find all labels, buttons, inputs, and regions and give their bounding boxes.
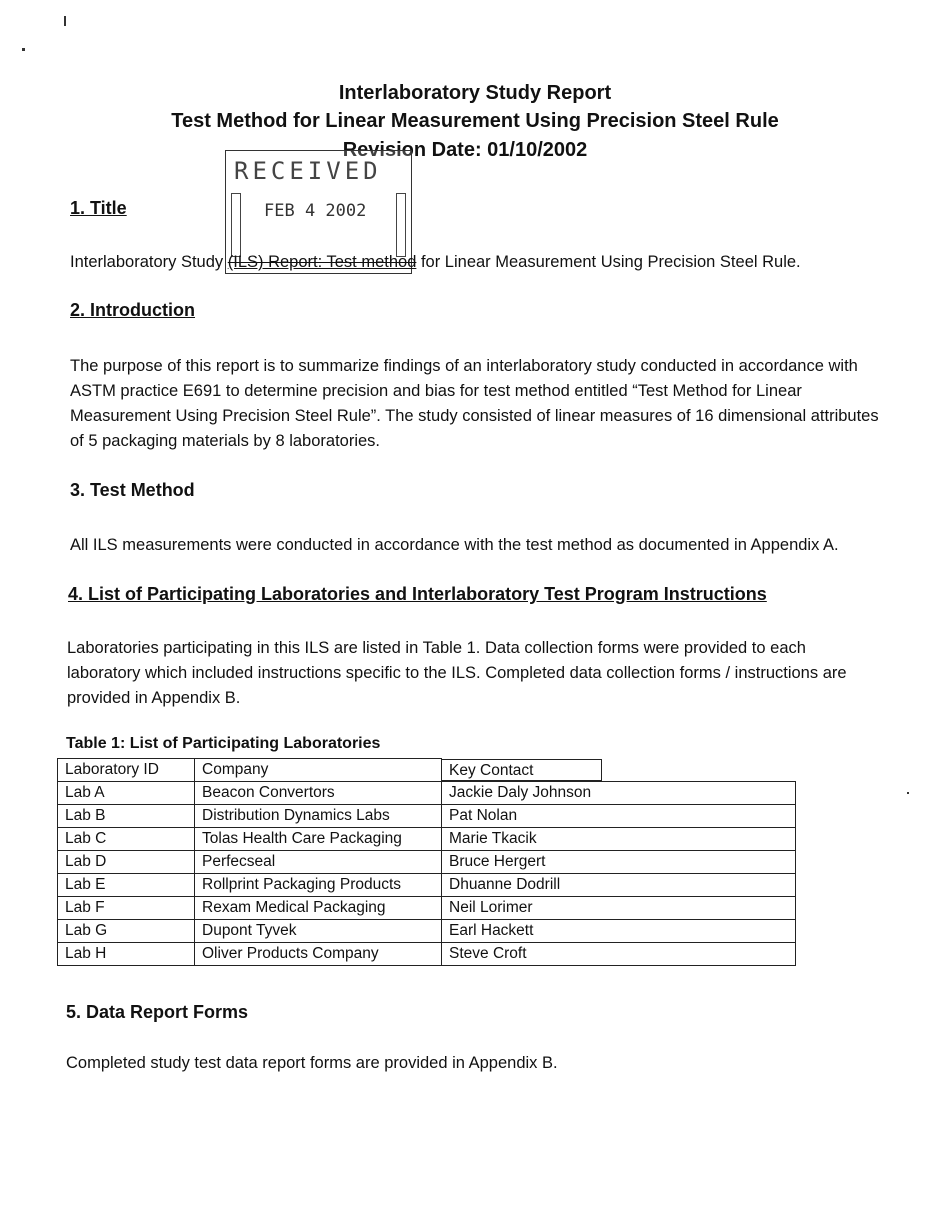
table-row <box>58 782 796 805</box>
lab-id-cell: Lab F <box>58 897 195 920</box>
section-test-method-heading: 3. Test Method <box>70 480 195 500</box>
col-header-key-contact <box>442 759 796 782</box>
company-cell: Rexam Medical Packaging <box>195 897 442 920</box>
col-header-lab-id: Laboratory ID <box>58 759 195 782</box>
contact-cell: Dhuanne Dodrill <box>442 874 796 897</box>
table-row <box>58 874 796 897</box>
contact-cell: Pat Nolan <box>442 805 796 828</box>
contact-cell: Earl Hackett <box>442 920 796 943</box>
revision-date: Revision Date: 01/10/2002 <box>342 139 588 161</box>
section-title-body <box>70 250 930 275</box>
table-row <box>58 805 796 828</box>
section-labs-heading: 4. List of Participating Laboratories and Interlaboratory Test Program Instructions <box>68 584 767 604</box>
section-data-forms-body: Completed study test data report forms are provided in Appendix B. <box>66 1054 558 1072</box>
table-row <box>58 943 796 966</box>
col-header-company: Company <box>195 759 442 782</box>
lab-id-cell: Lab D <box>58 851 195 874</box>
contact-cell: Steve Croft <box>442 943 796 966</box>
table-row <box>58 828 796 851</box>
company-cell: Beacon Convertors <box>195 782 442 805</box>
stamp-received-text: RECEIVED <box>234 157 382 185</box>
lab-id-cell: Lab C <box>58 828 195 851</box>
scan-mark <box>907 792 909 794</box>
contact-cell: Neil Lorimer <box>442 897 796 920</box>
table-header-row <box>58 759 796 782</box>
table-row <box>58 920 796 943</box>
lab-id-cell: Lab H <box>58 943 195 966</box>
title-body-struck: (ILS) Report: Test method <box>227 253 417 271</box>
title-body-prefix: Interlaboratory Study <box>70 253 228 271</box>
company-cell: Rollprint Packaging Products <box>195 874 442 897</box>
section-title-heading: 1. Title <box>70 198 127 218</box>
company-cell: Dupont Tyvek <box>195 920 442 943</box>
lab-id-cell: Lab G <box>58 920 195 943</box>
participating-labs-table <box>57 758 796 966</box>
lab-id-cell: Lab B <box>58 805 195 828</box>
section-test-method-body: All ILS measurements were conducted in accordance with the test method as documented in Appendix A. <box>70 536 839 554</box>
scan-mark <box>22 48 25 51</box>
lab-id-cell: Lab E <box>58 874 195 897</box>
table-caption: Table 1: List of Participating Laboratories <box>66 735 381 752</box>
report-title: Interlaboratory Study Report <box>338 82 612 104</box>
section-introduction-heading: 2. Introduction <box>70 300 195 320</box>
section-introduction-body: The purpose of this report is to summarize findings of an interlaboratory study conducted in accordance with ASTM practice E691 to determine precision and bias for test method entitled “Test Method for Linear Measurement Using Precision Steel Rule”. The study consisted of linear measures of 16 dimensional attributes of 5 packaging materials by 8 laboratories. <box>70 357 879 450</box>
stamp-left-bar <box>231 193 241 257</box>
contact-cell: Jackie Daly Johnson <box>442 782 796 805</box>
stamp-right-bar <box>396 193 406 257</box>
key-contact-header-box: Key Contact <box>442 759 602 781</box>
section-data-forms-heading: 5. Data Report Forms <box>66 1002 249 1022</box>
scan-mark <box>64 16 66 26</box>
company-cell: Distribution Dynamics Labs <box>195 805 442 828</box>
company-cell: Perfecseal <box>195 851 442 874</box>
report-subtitle: Test Method for Linear Measurement Using Precision Steel Rule <box>171 110 779 132</box>
stamp-date: FEB 4 2002 <box>264 201 367 221</box>
table-row <box>58 851 796 874</box>
contact-cell: Bruce Hergert <box>442 851 796 874</box>
section-labs-body: Laboratories participating in this ILS are listed in Table 1. Data collection forms were provided to each laboratory which included instructions specific to the ILS. Completed data collection forms / instructions are provided in Appendix B. <box>67 639 847 707</box>
contact-cell: Marie Tkacik <box>442 828 796 851</box>
title-body-suffix: for Linear Measurement Using Precision Steel Rule. <box>416 253 801 271</box>
company-cell: Oliver Products Company <box>195 943 442 966</box>
company-cell: Tolas Health Care Packaging <box>195 828 442 851</box>
table-row <box>58 897 796 920</box>
lab-id-cell: Lab A <box>58 782 195 805</box>
